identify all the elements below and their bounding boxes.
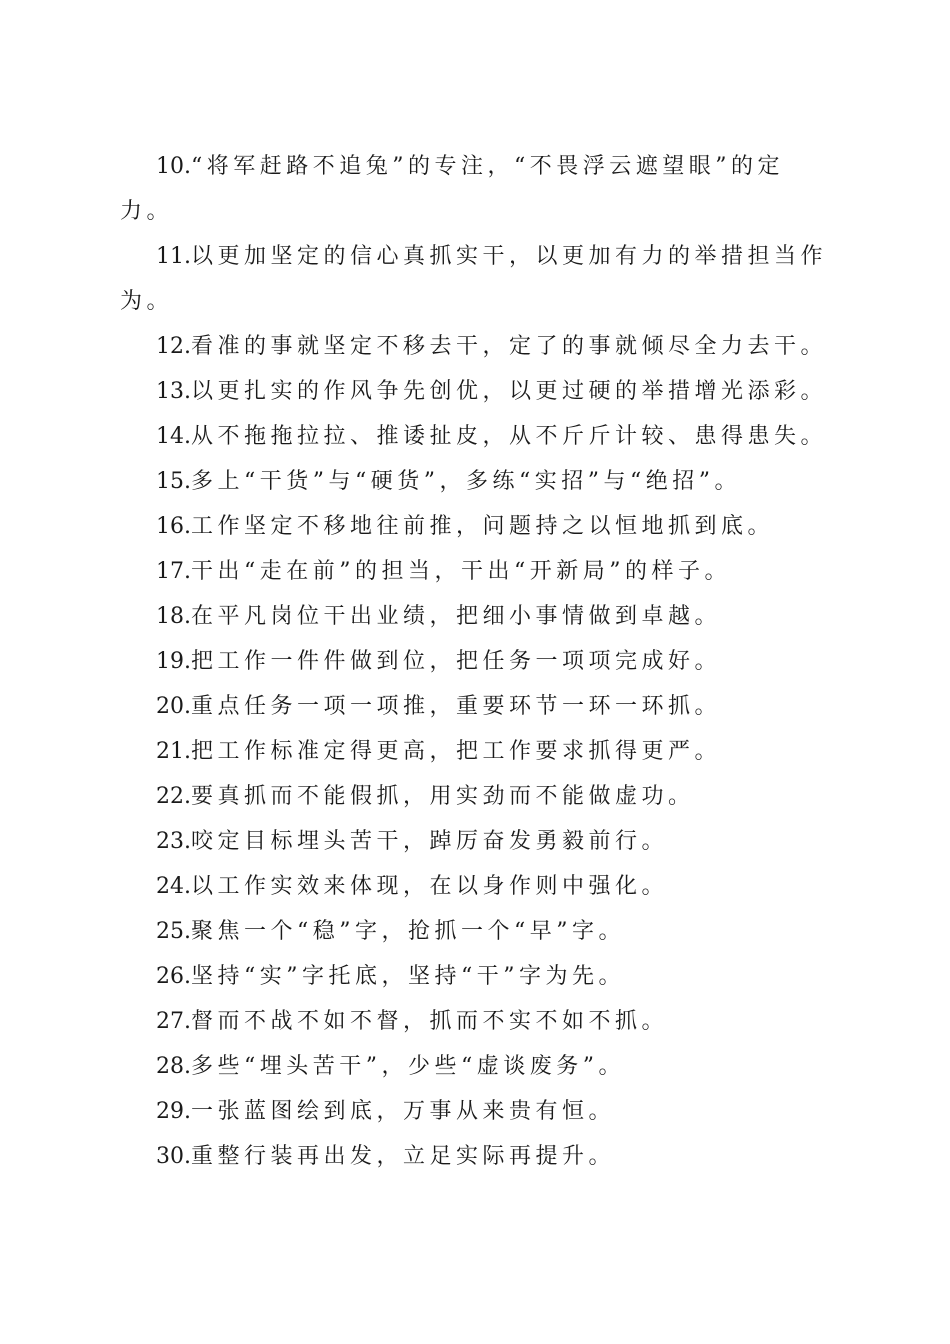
item-number: 11. [156,244,191,269]
item-number: 10. [156,154,191,179]
item-number: 13. [156,379,191,404]
list-item-27 [120,999,832,1044]
item-number: 18. [156,604,191,629]
item-text: 坚持“实”字托底，坚持“干”字为先。 [191,964,625,989]
item-text: 以更加坚定的信心真抓实干，以更加有力的举措担当作为。 [120,244,828,314]
item-number: 19. [156,649,191,674]
list-item-25 [120,909,832,954]
list-item-15 [120,459,832,504]
item-number: 12. [156,334,191,359]
item-text: 一张蓝图绘到底，万事从来贵有恒。 [191,1099,616,1124]
item-text: 督而不战不如不督，抓而不实不如不抓。 [191,1009,669,1034]
document-body [120,144,832,1179]
item-text: 从不拖拖拉拉、推诿扯皮，从不斤斤计较、患得患失。 [191,424,828,449]
item-text: 在平凡岗位干出业绩，把细小事情做到卓越。 [191,604,722,629]
item-number: 26. [156,964,191,989]
list-item-28 [120,1044,832,1089]
list-item-30 [120,1134,832,1179]
item-number: 22. [156,784,191,809]
item-number: 29. [156,1099,191,1124]
item-text: 把工作标准定得更高，把工作要求抓得更严。 [191,739,722,764]
list-item-12 [120,324,832,369]
item-text: 聚焦一个“稳”字，抢抓一个“早”字。 [191,919,625,944]
list-item-13 [120,369,832,414]
item-number: 24. [156,874,191,899]
item-text: 把工作一件件做到位，把任务一项项完成好。 [191,649,722,674]
item-text: “将军赶路不追兔”的专注，“不畏浮云遮望眼”的定力。 [120,154,784,224]
list-item-23 [120,819,832,864]
list-item-26 [120,954,832,999]
item-text: 咬定目标埋头苦干，踔厉奋发勇毅前行。 [191,829,669,854]
item-text: 要真抓而不能假抓，用实劲而不能做虚功。 [191,784,695,809]
item-text: 以工作实效来体现，在以身作则中强化。 [191,874,669,899]
item-text: 重整行装再出发，立足实际再提升。 [191,1144,616,1169]
list-item-29 [120,1089,832,1134]
list-item-14 [120,414,832,459]
item-number: 30. [156,1144,191,1169]
item-text: 多些“埋头苦干”，少些“虚谈废务”。 [191,1054,625,1079]
item-text: 看准的事就坚定不移去干，定了的事就倾尽全力去干。 [191,334,828,359]
item-number: 23. [156,829,191,854]
list-item-20 [120,684,832,729]
list-item-24 [120,864,832,909]
item-number: 20. [156,694,191,719]
item-number: 16. [156,514,191,539]
item-text: 多上“干货”与“硬货”，多练“实招”与“绝招”。 [191,469,741,494]
item-text: 工作坚定不移地往前推，问题持之以恒地抓到底。 [191,514,775,539]
list-item-19 [120,639,832,684]
list-item-10 [120,144,832,234]
item-text: 干出“走在前”的担当，干出“开新局”的样子。 [191,559,731,584]
item-text: 重点任务一项一项推，重要环节一环一环抓。 [191,694,722,719]
item-number: 28. [156,1054,191,1079]
list-item-11 [120,234,832,324]
list-item-21 [120,729,832,774]
item-number: 21. [156,739,191,764]
item-text: 以更扎实的作风争先创优，以更过硬的举措增光添彩。 [191,379,828,404]
list-item-16 [120,504,832,549]
item-number: 25. [156,919,191,944]
list-item-22 [120,774,832,819]
list-item-18 [120,594,832,639]
item-number: 17. [156,559,191,584]
item-number: 15. [156,469,191,494]
item-number: 27. [156,1009,191,1034]
list-item-17 [120,549,832,594]
item-number: 14. [156,424,191,449]
